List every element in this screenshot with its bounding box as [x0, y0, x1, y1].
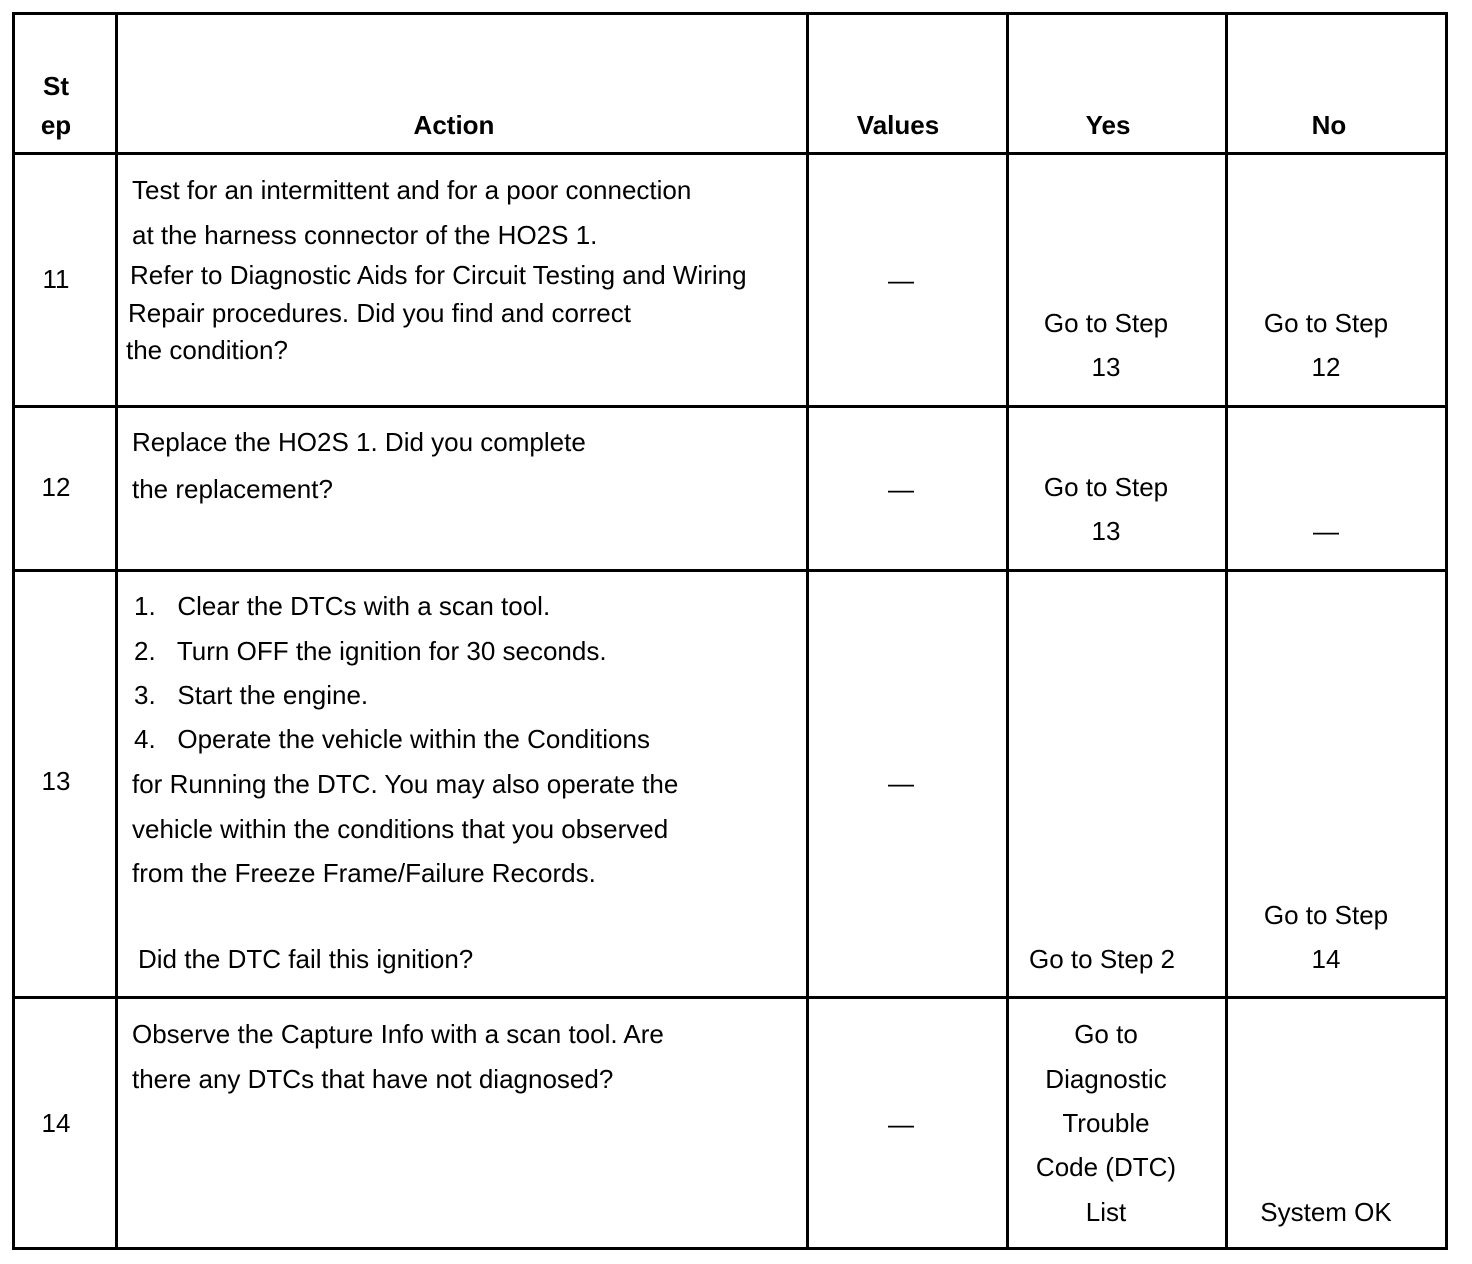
column-divider [115, 15, 118, 1247]
step-number: 11 [42, 264, 70, 294]
value-dash: — [888, 1109, 914, 1139]
row-divider [15, 405, 1445, 408]
row-divider [15, 569, 1445, 572]
action-line: there any DTCs that have not diagnosed? [132, 1064, 614, 1094]
step-number: 12 [41, 472, 71, 502]
yes-line: Go to Step [1043, 472, 1169, 502]
no-line: 12 [1311, 352, 1341, 382]
value-dash: — [888, 474, 914, 504]
no-line: Go to Step [1263, 308, 1389, 338]
header-step-line2: ep [40, 110, 72, 140]
row-divider [15, 996, 1445, 999]
no-line: 14 [1311, 944, 1341, 974]
yes-line: List [1085, 1197, 1127, 1227]
action-line: for Running the DTC. You may also operate the [132, 769, 679, 799]
yes-line: Go to [1074, 1019, 1138, 1049]
action-line: Repair procedures. Did you find and correct [128, 298, 631, 328]
action-line: 1. Clear the DTCs with a scan tool. [134, 591, 551, 621]
action-line: 3. Start the engine. [134, 680, 369, 710]
value-dash: — [888, 768, 914, 798]
action-line: Replace the HO2S 1. Did you complete [132, 427, 586, 457]
no-dash: — [1313, 516, 1339, 546]
yes-line: Go to Step 2 [1029, 944, 1175, 974]
header-step-line1: St [43, 71, 69, 101]
no-line: Go to Step [1263, 900, 1389, 930]
column-divider [1225, 15, 1228, 1247]
yes-line: Trouble [1062, 1108, 1150, 1138]
value-dash: — [888, 265, 914, 295]
action-question: Did the DTC fail this ignition? [138, 944, 474, 974]
header-values: Values [856, 110, 940, 140]
header-action: Action [413, 110, 495, 140]
action-line: Test for an intermittent and for a poor connection [132, 175, 692, 205]
header-no: No [1311, 110, 1347, 140]
yes-line: 13 [1091, 516, 1121, 546]
yes-line: 13 [1091, 352, 1121, 382]
action-line: the condition? [126, 335, 288, 365]
action-line: 2. Turn OFF the ignition for 30 seconds. [134, 636, 607, 666]
action-line: vehicle within the conditions that you observed [132, 814, 669, 844]
action-line: Observe the Capture Info with a scan tool. Are [132, 1019, 664, 1049]
yes-line: Diagnostic [1045, 1064, 1167, 1094]
action-line: the replacement? [132, 474, 333, 504]
yes-line: Go to Step [1043, 308, 1169, 338]
row-divider [15, 152, 1445, 155]
header-yes: Yes [1085, 110, 1131, 140]
column-divider [806, 15, 809, 1247]
action-line: Refer to Diagnostic Aids for Circuit Testing and Wiring [130, 260, 747, 290]
action-line: 4. Operate the vehicle within the Conditions [134, 724, 650, 754]
action-line: from the Freeze Frame/Failure Records. [132, 858, 596, 888]
column-divider [1006, 15, 1009, 1247]
step-number: 13 [41, 766, 71, 796]
yes-line: Code (DTC) [1035, 1152, 1177, 1182]
action-line: at the harness connector of the HO2S 1. [132, 220, 598, 250]
step-number: 14 [41, 1108, 71, 1138]
no-line: System OK [1260, 1197, 1392, 1227]
